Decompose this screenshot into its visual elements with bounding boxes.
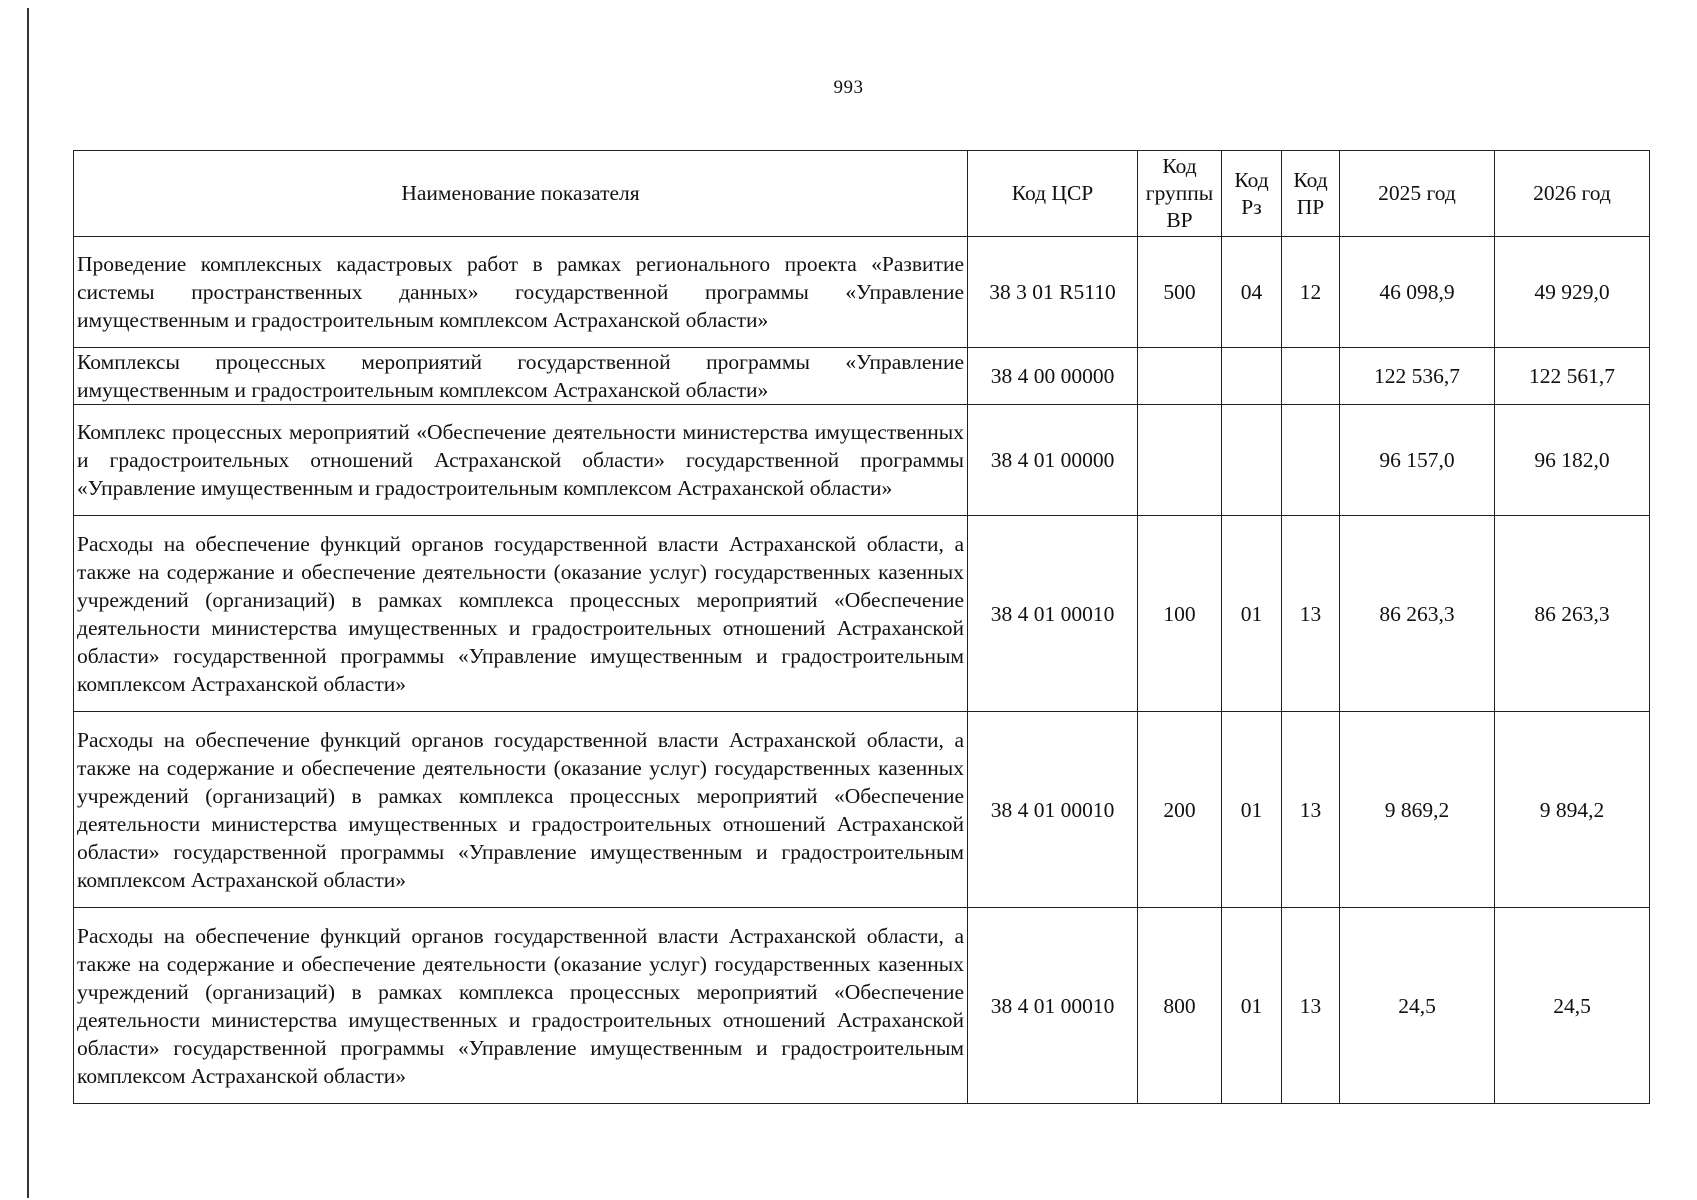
header-csr: Код ЦСР: [968, 151, 1138, 237]
row-csr: 38 4 00 00000: [968, 348, 1138, 405]
row-2025: 24,5: [1340, 908, 1495, 1104]
row-vr: [1138, 348, 1222, 405]
page-number: 993: [833, 77, 864, 98]
table-row: [74, 712, 1650, 908]
table-row: [74, 516, 1650, 712]
header-rz: Код Рз: [1222, 151, 1282, 237]
table-row: [74, 405, 1650, 516]
page-binding-edge: [27, 8, 29, 1198]
row-2025: 46 098,9: [1340, 237, 1495, 348]
table-row: [74, 908, 1650, 1104]
row-name: Расходы на обеспечение функций органов государственной власти Астраханской области, а также на содержание и обеспечение деятельности (оказание услуг) государственных казенных учреждений (организаций) в рамках комплекса процессных мероприятий «Обеспечение деятельности министерства имущественных и градостроительных отношений Астраханской области» государственной программы «Управление имущественным и градостроительным комплексом Астраханской области»: [74, 908, 968, 1104]
header-name: Наименование показателя: [74, 151, 968, 237]
row-2025: 96 157,0: [1340, 405, 1495, 516]
row-rz: 04: [1222, 237, 1282, 348]
row-rz: [1222, 348, 1282, 405]
row-name: Комплекс процессных мероприятий «Обеспечение деятельности министерства имущественных и градостроительных отношений Астраханской области» государственной программы «Управление имущественным и градостроительным комплексом Астраханской области»: [74, 405, 968, 516]
row-vr: [1138, 405, 1222, 516]
row-2025: 86 263,3: [1340, 516, 1495, 712]
row-rz: 01: [1222, 516, 1282, 712]
header-row: [74, 151, 1650, 237]
row-csr: 38 4 01 00010: [968, 712, 1138, 908]
row-pr: [1282, 348, 1340, 405]
row-name: Расходы на обеспечение функций органов государственной власти Астраханской области, а также на содержание и обеспечение деятельности (оказание услуг) государственных казенных учреждений (организаций) в рамках комплекса процессных мероприятий «Обеспечение деятельности министерства имущественных и градостроительных отношений Астраханской области» государственной программы «Управление имущественным и градостроительным комплексом Астраханской области»: [74, 712, 968, 908]
row-name: Комплексы процессных мероприятий государственной программы «Управление имущественным и градостроительным комплексом Астраханской области»: [74, 348, 968, 405]
header-2025: 2025 год: [1340, 151, 1495, 237]
row-vr: 200: [1138, 712, 1222, 908]
row-pr: 13: [1282, 516, 1340, 712]
row-vr: 100: [1138, 516, 1222, 712]
row-2026: 86 263,3: [1495, 516, 1650, 712]
row-2026: 49 929,0: [1495, 237, 1650, 348]
row-name: Проведение комплексных кадастровых работ в рамках регионального проекта «Развитие системы пространственных данных» государственной программы «Управление имущественным и градостроительным комплексом Астраханской области»: [74, 237, 968, 348]
row-2026: 9 894,2: [1495, 712, 1650, 908]
row-2026: 24,5: [1495, 908, 1650, 1104]
row-pr: 12: [1282, 237, 1340, 348]
row-rz: 01: [1222, 908, 1282, 1104]
header-2026: 2026 год: [1495, 151, 1650, 237]
row-csr: 38 4 01 00010: [968, 908, 1138, 1104]
row-vr: 500: [1138, 237, 1222, 348]
row-rz: 01: [1222, 712, 1282, 908]
row-2025: 122 536,7: [1340, 348, 1495, 405]
row-pr: 13: [1282, 712, 1340, 908]
table-body: [74, 237, 1650, 1104]
row-name: Расходы на обеспечение функций органов государственной власти Астраханской области, а также на содержание и обеспечение деятельности (оказание услуг) государственных казенных учреждений (организаций) в рамках комплекса процессных мероприятий «Обеспечение деятельности министерства имущественных и градостроительных отношений Астраханской области» государственной программы «Управление имущественным и градостроительным комплексом Астраханской области»: [74, 516, 968, 712]
row-2026: 96 182,0: [1495, 405, 1650, 516]
header-pr: Код ПР: [1282, 151, 1340, 237]
row-csr: 38 3 01 R5110: [968, 237, 1138, 348]
table-row: [74, 237, 1650, 348]
row-2026: 122 561,7: [1495, 348, 1650, 405]
row-vr: 800: [1138, 908, 1222, 1104]
row-pr: [1282, 405, 1340, 516]
row-rz: [1222, 405, 1282, 516]
budget-table: [73, 150, 1650, 1104]
row-pr: 13: [1282, 908, 1340, 1104]
table-row: [74, 348, 1650, 405]
table-header: [74, 151, 1650, 237]
row-csr: 38 4 01 00000: [968, 405, 1138, 516]
row-2025: 9 869,2: [1340, 712, 1495, 908]
row-csr: 38 4 01 00010: [968, 516, 1138, 712]
header-vr: Код группы ВР: [1138, 151, 1222, 237]
